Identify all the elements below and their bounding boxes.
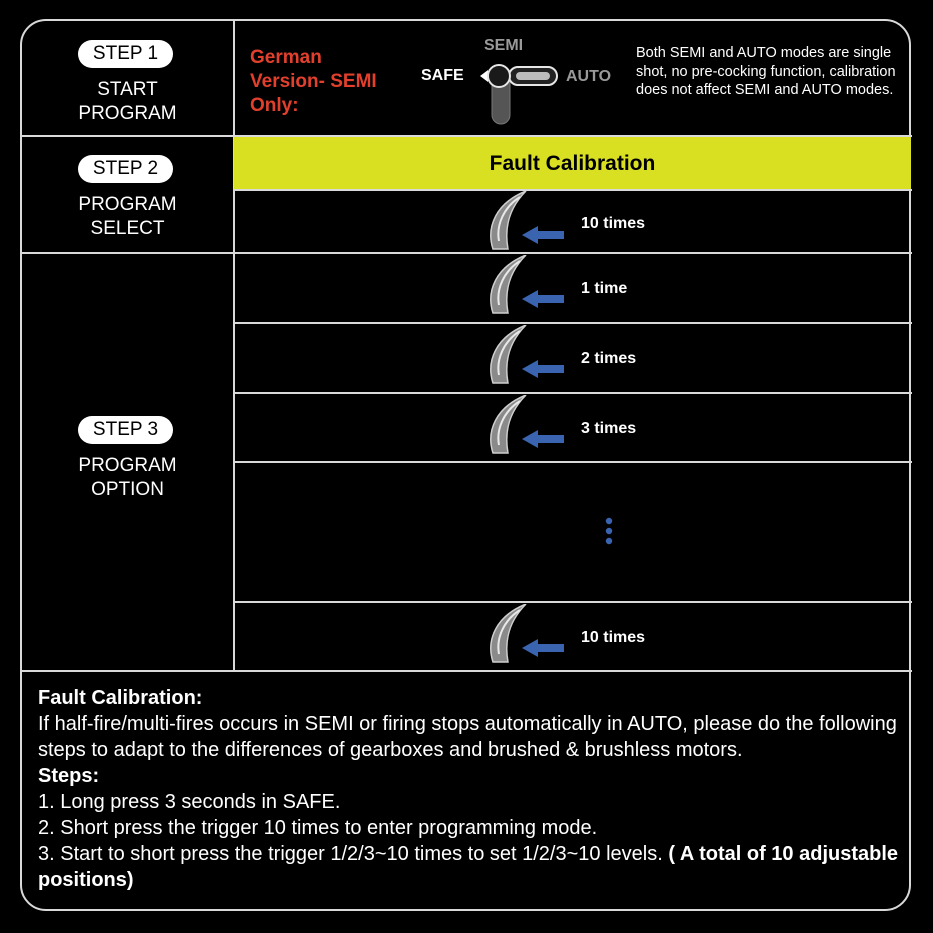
switch-auto-label: AUTO	[566, 68, 612, 85]
trigger-icon	[486, 604, 576, 664]
step1-label	[40, 78, 215, 126]
footer-step-1: 1. Long press 3 seconds in SAFE.	[38, 791, 341, 813]
step1-line1: START	[97, 79, 158, 100]
footer-description: If half-fire/multi-fires occurs in SEMI or firing stops automatically in AUTO, please do the following steps to adapt to the differences of gearboxes and brushed & brushless motors.	[38, 713, 897, 761]
ellipsis-vertical-icon	[603, 516, 615, 548]
divider	[234, 322, 912, 324]
divider	[21, 670, 912, 672]
footer-instructions	[38, 685, 908, 893]
press-count: 3 times	[581, 420, 637, 437]
press-count: 1 time	[581, 280, 628, 297]
press-count: 10 times	[581, 629, 646, 646]
footer-title: Fault Calibration:	[38, 687, 203, 709]
switch-semi-label: SEMI	[484, 37, 524, 54]
press-count: 2 times	[581, 350, 637, 367]
step3-label	[40, 454, 215, 502]
arrow-left-icon	[522, 360, 564, 378]
arrow-left-icon	[522, 226, 564, 244]
german-line1: German	[250, 47, 322, 68]
step3-line1: PROGRAM	[78, 455, 177, 476]
divider	[234, 601, 912, 603]
divider	[234, 392, 912, 394]
divider	[234, 461, 912, 463]
step1-badge: STEP 1	[78, 40, 173, 68]
step3-line2: OPTION	[91, 479, 164, 500]
fault-calibration-banner: Fault Calibration	[234, 137, 911, 189]
german-version-label	[250, 46, 377, 118]
arrow-left-icon	[522, 290, 564, 308]
german-line3: Only:	[250, 95, 299, 116]
trigger-icon	[486, 395, 576, 455]
arrow-left-icon	[522, 639, 564, 657]
step2-badge: STEP 2	[78, 155, 173, 183]
step2-label	[40, 193, 215, 241]
footer-step-3-bold: ( A total of 10 adjustable positions)	[38, 843, 899, 891]
step2-line2: SELECT	[90, 218, 165, 239]
trigger-icon	[486, 255, 576, 315]
footer-step-3-text: 3. Start to short press the trigger 1/2/3~10 times to set 1/2/3~10 levels.	[38, 843, 663, 865]
selector-switch-icon	[478, 60, 563, 128]
switch-safe-label: SAFE	[421, 67, 464, 84]
step1-line2: PROGRAM	[78, 103, 177, 124]
divider	[21, 252, 912, 254]
arrow-left-icon	[522, 430, 564, 448]
german-line2: Version- SEMI	[250, 71, 377, 92]
step2-line1: PROGRAM	[78, 194, 177, 215]
mode-note: Both SEMI and AUTO modes are single shot, no pre-cocking function, calibration does not affect SEMI and AUTO modes.	[636, 45, 896, 98]
trigger-icon	[486, 191, 576, 251]
footer-step-2: 2. Short press the trigger 10 times to enter programming mode.	[38, 817, 598, 839]
trigger-icon	[486, 325, 576, 385]
press-count: 10 times	[581, 215, 646, 232]
footer-steps-title: Steps:	[38, 765, 100, 787]
column-divider	[233, 20, 235, 671]
footer-step-3	[38, 841, 908, 893]
step3-badge: STEP 3	[78, 416, 173, 444]
